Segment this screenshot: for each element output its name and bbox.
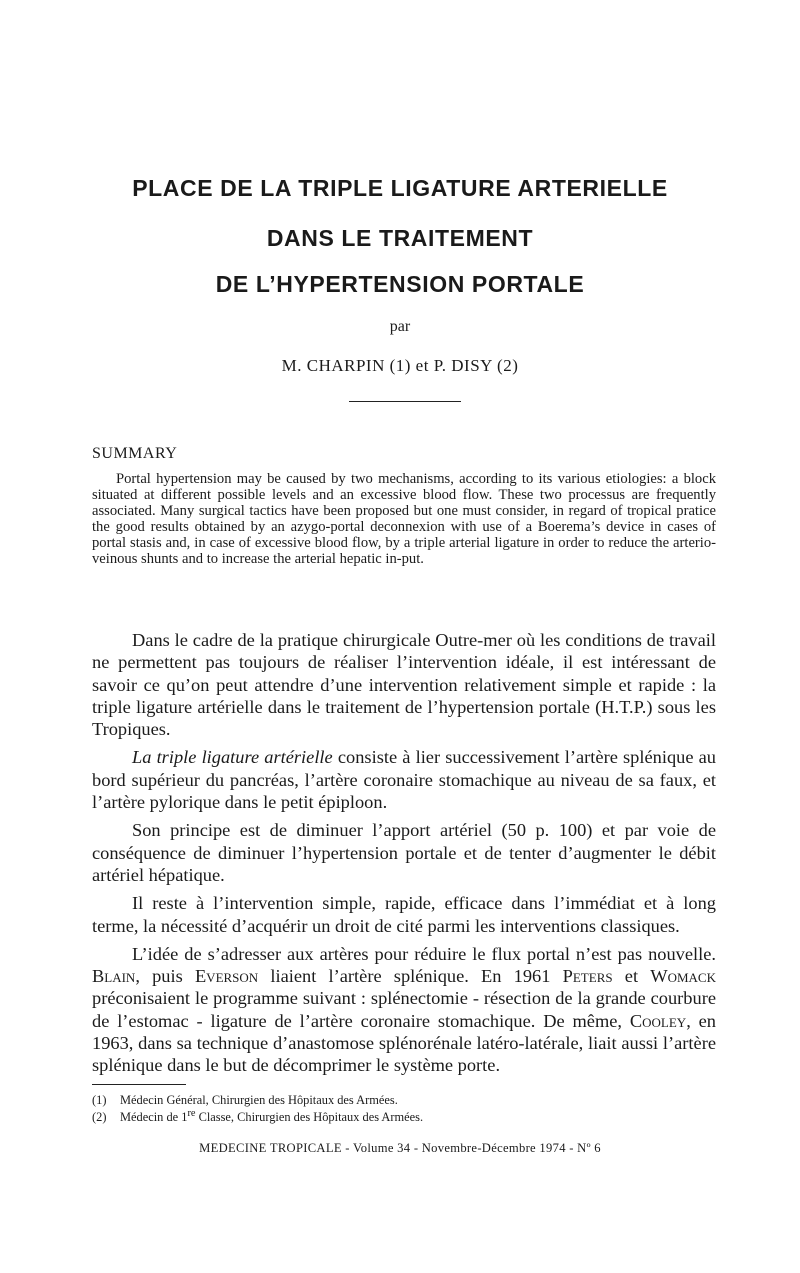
title-separator-rule [349, 401, 461, 402]
footnote-text: Médecin de 1 [120, 1110, 188, 1125]
article-body [92, 629, 716, 1077]
footnote-2 [92, 1107, 423, 1124]
author-name-peters: Peters [562, 966, 613, 987]
footnote-text-end: Classe, Chirurgien des Hôpitaux des Armées. [195, 1110, 424, 1125]
footnote-number: (2) [92, 1110, 107, 1125]
footnotes [92, 1093, 423, 1124]
article-title-line-1: PLACE DE LA TRIPLE LIGATURE ARTERIELLE [132, 175, 668, 201]
authors: M. CHARPIN (1) et P. DISY (2) [281, 356, 519, 375]
footnote-number: (1) [92, 1093, 107, 1107]
body-paragraph-4: Il reste à l’intervention simple, rapide, efficace dans l’immédiat et à long terme, la nécessité d’acquérir un droit de cité parmi les interventions classiques. [92, 893, 716, 936]
journal-footer: MEDECINE TROPICALE - Volume 34 - Novembre-Décembre 1974 - Nº 6 [199, 1141, 601, 1155]
p5-text-4: et [612, 966, 651, 987]
body-paragraph-5 [92, 943, 716, 1077]
byline-par: par [389, 318, 411, 335]
author-name-womack: Womack [650, 966, 716, 987]
p5-text-6: , en 1963, dans sa technique d’anastomose splénorénale latéro-latérale, liait aussi l’artère splénique dans le but de décomprimer le système porte. [92, 1010, 716, 1076]
italic-term: La triple ligature artérielle [132, 747, 333, 768]
article-title-line-2: DANS LE TRAITEMENT [266, 225, 534, 251]
p5-text-5: préconisaient le programme suivant : splénectomie - résection de la grande courbure de l’estomac - ligature de l’artère coronaire stomachique. De même, [92, 988, 716, 1031]
author-name-cooley: Cooley [629, 1010, 687, 1031]
author-name-everson: Everson [194, 966, 259, 987]
body-paragraph-2 [92, 746, 716, 813]
paragraph-2-text: consiste à lier successivement l’artère splénique au bord supérieur du pancréas, l’artère coronaire stomachique au niveau de sa faux, et l’artère pylorique dans le petit épiploon. [92, 747, 717, 813]
footnote-1 [92, 1093, 423, 1107]
summary-text: Portal hypertension may be caused by two mechanisms, according to its various etiologies: a block situated at different possible levels and an excessive blood flow. These two processus are frequently associated. Many surgical tactics have been proposed but one must consider, in regard of tropical pratice the good results obtained by an azygo-portal deconnexion with use of a Boerema’s device in cases of portal stasis and, in case of excessive blood flow, by a triple arterial ligature in order to reduce the arterio-veinous shunts and to increase the arterial hepatic in-put. [92, 471, 716, 567]
p5-text-3: liaient l’artère splénique. En 1961 [258, 966, 563, 987]
p5-text-2: , puis [135, 966, 195, 987]
article-title-line-3: DE L’HYPERTENSION PORTALE [215, 271, 585, 297]
author-name-blain: Blain [92, 966, 136, 987]
p5-text-1: L’idée de s’adresser aux artères pour réduire le flux portal n’est pas nouvelle. [132, 943, 716, 964]
body-paragraph-3: Son principe est de diminuer l’apport artériel (50 p. 100) et par voie de conséquence de diminuer l’hypertension portale et de tenter d’augmenter le débit artériel hépatique. [92, 820, 716, 885]
footnote-rule [92, 1084, 186, 1085]
footnote-text: Médecin Général, Chirurgien des Hôpitaux des Armées. [120, 1093, 398, 1107]
body-paragraph-1: Dans le cadre de la pratique chirurgicale Outre-mer où les conditions de travail ne permettent pas toujours de réaliser l’intervention idéale, il est intéressant de savoir ce qu’on peut attendre d’une intervention relativement simple et rapide : la triple ligature artérielle dans le traitement de l’hypertension portale (H.T.P.) sous les Tropiques. [92, 630, 716, 740]
summary-heading: SUMMARY [92, 445, 178, 462]
footnote-superscript: re [187, 1108, 196, 1119]
